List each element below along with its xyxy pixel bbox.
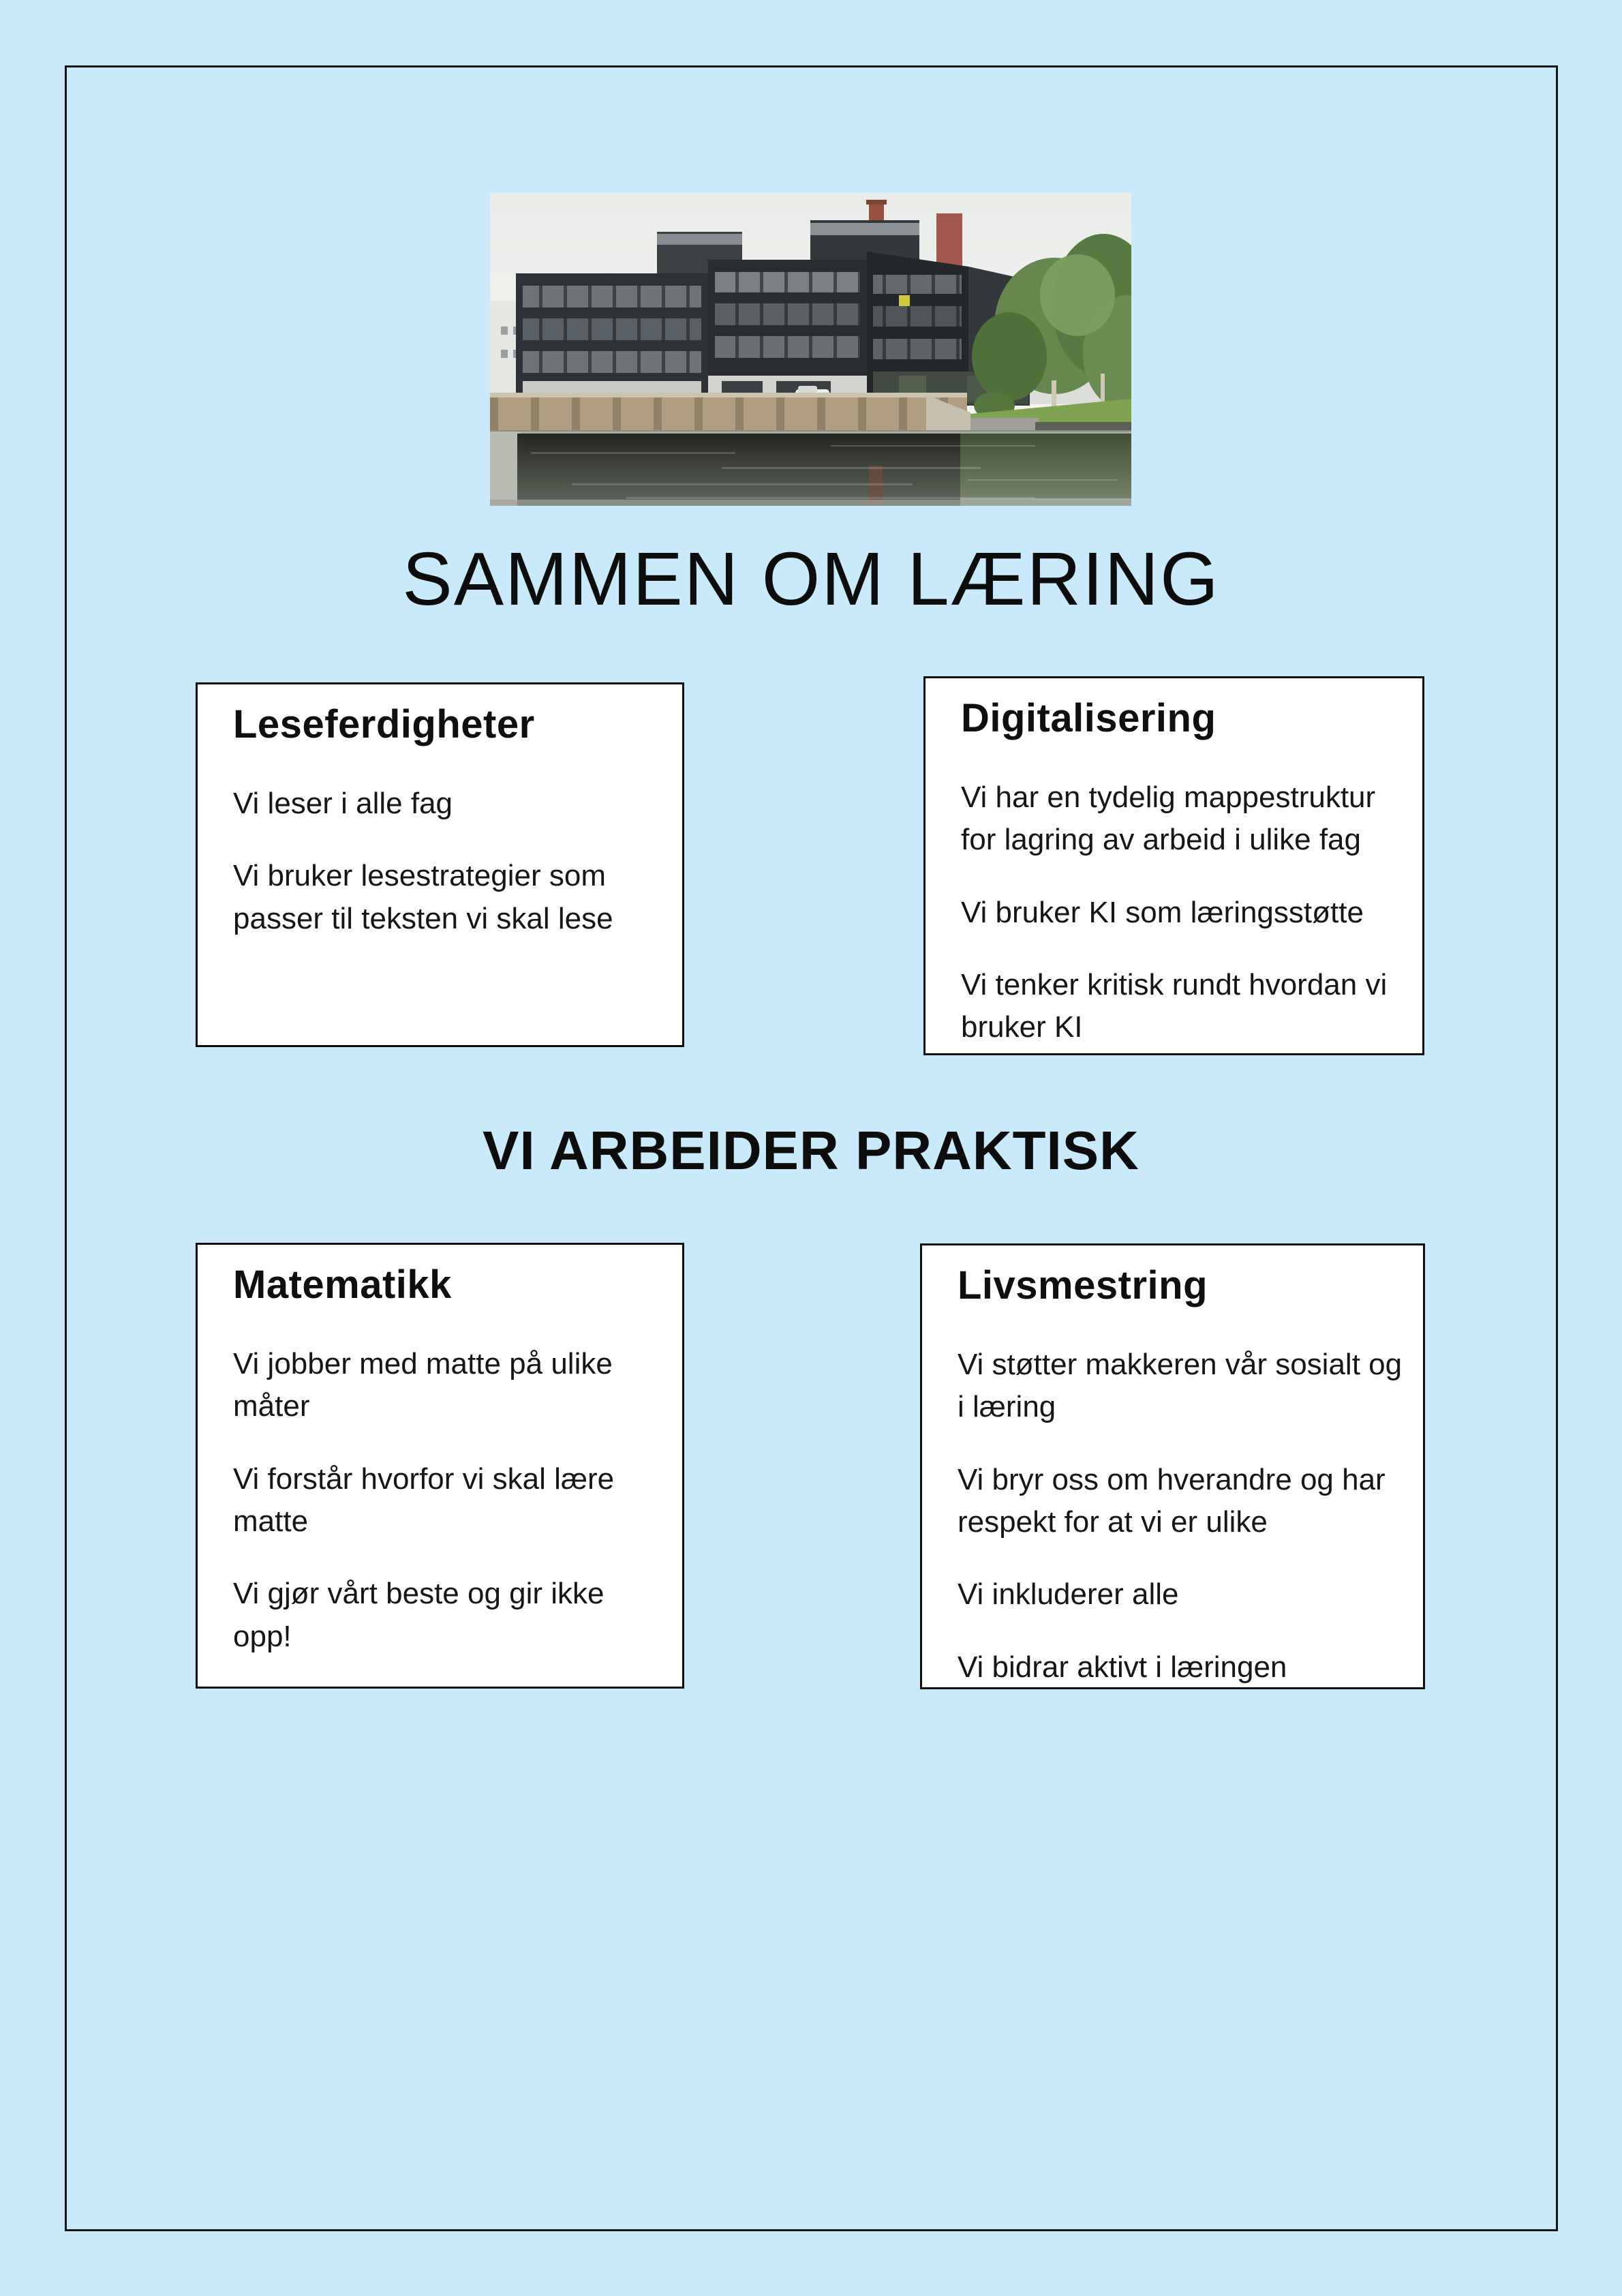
card-livsmestring (920, 1243, 1425, 1689)
card-item: Vi har en tydelig mappestruktur for lagring av arbeid i ulike fag (961, 780, 1376, 857)
card-matematikk (196, 1243, 684, 1689)
card-item: Vi tenker kritisk rundt hvordan vi bruker KI (961, 968, 1388, 1044)
card-digitalisering (923, 676, 1424, 1055)
card-item: Vi inkluderer alle (958, 1577, 1179, 1612)
page-title: SAMMEN OM LÆRING (402, 537, 1220, 621)
card-item: Vi støtter makkeren vår sosialt og i læring (958, 1347, 1403, 1424)
card-title: Matematikk (233, 1263, 452, 1307)
card-item: Vi bidrar aktivt i læringen (958, 1650, 1287, 1684)
card-item: Vi forstår hvorfor vi skal lære matte (233, 1462, 615, 1538)
card-item: Vi bruker KI som læringsstøtte (961, 895, 1364, 929)
card-leseferdigheter (196, 682, 684, 1047)
card-title: Livsmestring (958, 1263, 1208, 1308)
school-building-photo (490, 193, 1131, 506)
card-item: Vi jobber med matte på ulike måter (233, 1346, 613, 1423)
card-title: Leseferdigheter (233, 702, 535, 746)
card-item: Vi gjør vårt beste og gir ikke opp! (233, 1577, 605, 1653)
photo-water (490, 430, 1131, 506)
card-item: Vi bryr oss om hverandre og har respekt for at vi er ulike (958, 1462, 1386, 1539)
card-title: Digitalisering (961, 696, 1216, 740)
section-title: VI ARBEIDER PRAKTISK (483, 1120, 1139, 1181)
card-item: Vi bruker lesestrategier som passer til teksten vi skal lese (233, 859, 613, 935)
card-item: Vi leser i alle fag (233, 786, 453, 820)
